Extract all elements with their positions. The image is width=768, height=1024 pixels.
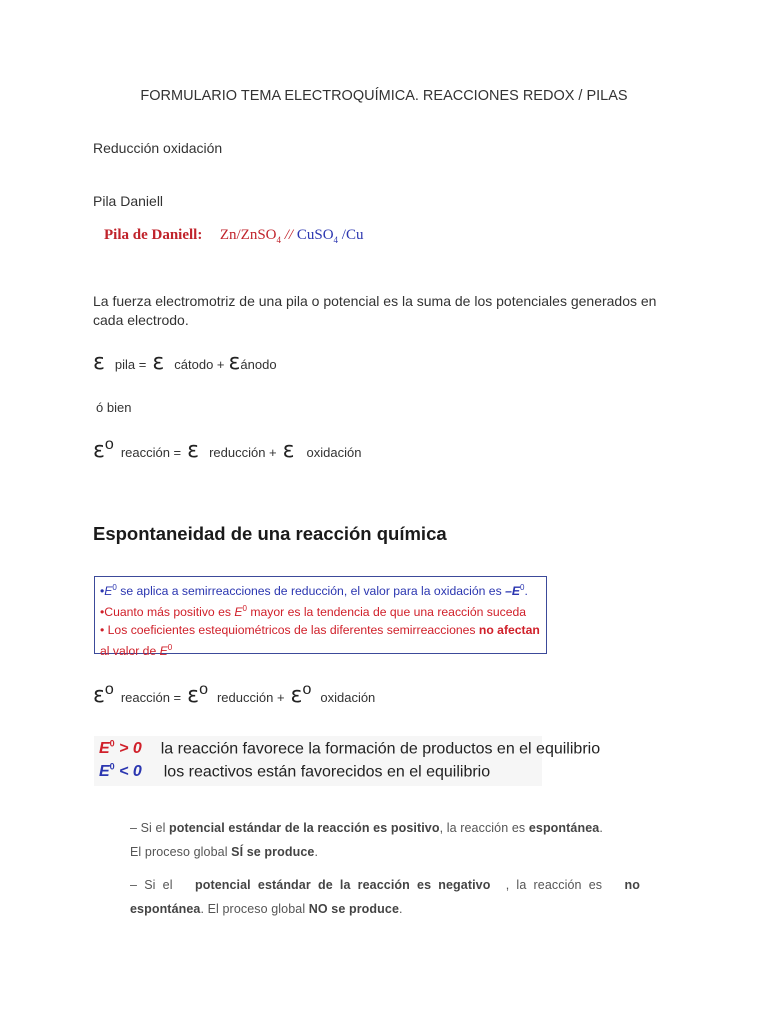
emf-description: La fuerza electromotriz de una pila o potencial es la suma de los potenciales generados en cada electrodo. <box>93 293 657 328</box>
info-line-3-bold: no afectan <box>478 623 540 638</box>
para1-h: . <box>314 845 319 859</box>
para2-a: – Si el <box>130 878 180 892</box>
epsilon-symbol: ε <box>93 438 105 463</box>
info-line-1-text: se aplica a semirreacciones de reducción, el valor para la oxidación es <box>116 584 506 599</box>
degree-sup: o <box>199 681 208 698</box>
info-line-4 <box>95 639 546 660</box>
daniell-cell-notation <box>104 227 363 245</box>
e-symbol: E <box>159 644 168 659</box>
eq3-reduccion: reducción + <box>216 690 285 705</box>
equation-reaccion-1 <box>93 438 361 463</box>
daniell-anode: Zn/ZnSO <box>219 227 277 243</box>
epsilon-symbol: ε <box>187 683 200 708</box>
neg-e-symbol: –E <box>505 584 520 599</box>
para2-line-2 <box>130 897 640 921</box>
para2-e: espontánea <box>130 902 201 916</box>
para2-g: NO se produce <box>308 902 399 916</box>
para1-f: El proceso global <box>130 845 232 859</box>
degree-sup: o <box>302 681 312 698</box>
condition-negative <box>99 762 490 781</box>
daniell-cathode-sub: 4 <box>333 235 339 245</box>
epsilon-symbol: ε <box>93 683 105 708</box>
eq2-reaccion: reacción = <box>120 445 182 460</box>
info-line-3 <box>95 621 546 639</box>
daniell-cathode: CuSO <box>296 227 334 243</box>
section-pila-daniell: Pila Daniell <box>93 193 164 209</box>
section-heading-espontaneidad: Espontaneidad de una reacción química <box>93 523 447 544</box>
info-box <box>94 576 547 659</box>
info-line-2 <box>95 600 546 621</box>
epsilon-symbol: ε <box>290 683 303 708</box>
eq3-reaccion: reacción = <box>120 690 182 705</box>
para1-c: , la reacción es <box>439 821 529 835</box>
eq1-anodo: ánodo <box>240 357 277 372</box>
para1-e: . <box>599 821 603 835</box>
e-sup: 0 <box>112 583 117 592</box>
neg-e-sup: 0 <box>519 583 525 592</box>
para1-a: – Si el <box>130 821 170 835</box>
para1-d: espontánea <box>528 821 600 835</box>
paragraph-negative <box>130 873 640 921</box>
info-line-2-b: mayor es la tendencia de que una reacción suceda <box>246 605 527 620</box>
condition-positive <box>99 739 600 758</box>
o-bien: ó bien <box>96 400 132 415</box>
para2-line-1 <box>130 873 640 897</box>
e-sup: 0 <box>109 762 115 772</box>
daniell-separator: // <box>284 227 294 243</box>
positive-operator: > 0 <box>114 740 142 758</box>
epsilon-symbol: ε <box>152 350 165 375</box>
daniell-anode-sub: 4 <box>276 235 281 245</box>
e-symbol: E <box>234 605 243 620</box>
section-reduccion-oxidacion: Reducción oxidación <box>93 140 223 156</box>
e-symbol: E <box>99 740 110 758</box>
daniell-label: Pila de Daniell: <box>104 227 203 243</box>
e-symbol: E <box>99 763 110 781</box>
condition-positive-text: la reacción favorece la formación de productos en el equilibrio <box>160 740 601 758</box>
e-sup: 0 <box>242 604 247 614</box>
epsilon-symbol: ε <box>187 438 200 463</box>
info-line-2-a: •Cuanto más positivo es <box>100 605 235 620</box>
info-line-1: $•E^0$ se aplica a semirreacciones de reducción, el valor para la oxidación es $-E^0$. <box>100 583 528 599</box>
para2-c: , la reacción es <box>505 878 610 892</box>
para1-b: potencial estándar de la reacción es positivo <box>169 821 440 835</box>
para1-g: SÍ se produce <box>231 845 315 859</box>
daniell-cathode-end: /Cu <box>341 227 364 243</box>
e-symbol: E <box>104 584 113 599</box>
equation-pila <box>93 350 277 375</box>
eq1-pila: pila = <box>114 357 147 372</box>
spontaneity-conditions <box>94 736 601 786</box>
eq1-catodo: cátodo + <box>174 357 225 372</box>
negative-operator: < 0 <box>114 763 142 781</box>
epsilon-symbol: ε <box>93 350 105 375</box>
degree-sup: o <box>104 681 114 698</box>
e-sup: 0 <box>167 643 173 653</box>
para2-h: . <box>399 902 403 916</box>
e-sup: 0 <box>109 739 115 749</box>
eq2-oxidacion: oxidación <box>306 445 362 460</box>
para2-b: potencial estándar de la reacción es negativo <box>194 878 491 892</box>
eq2-reduccion: reducción + <box>209 445 277 460</box>
equation-reaccion-2 <box>93 683 375 708</box>
info-line-3-a: • Los coeficientes estequiométricos de las diferentes semirreacciones <box>100 623 479 638</box>
degree-sup: o <box>104 436 114 453</box>
info-line-4-a: al valor de <box>100 644 160 659</box>
paragraph-positive <box>130 816 640 864</box>
epsilon-symbol: ε <box>282 438 295 463</box>
para2-d: no <box>624 878 640 892</box>
para2-f: . El proceso global <box>200 902 309 916</box>
condition-negative-text: los reactivos están favorecidos en el equilibrio <box>163 763 491 781</box>
eq3-oxidacion: oxidación <box>320 690 376 705</box>
epsilon-symbol: ε <box>228 350 241 375</box>
page-title: FORMULARIO TEMA ELECTROQUÍMICA. REACCIONES REDOX / PILAS <box>140 88 628 104</box>
